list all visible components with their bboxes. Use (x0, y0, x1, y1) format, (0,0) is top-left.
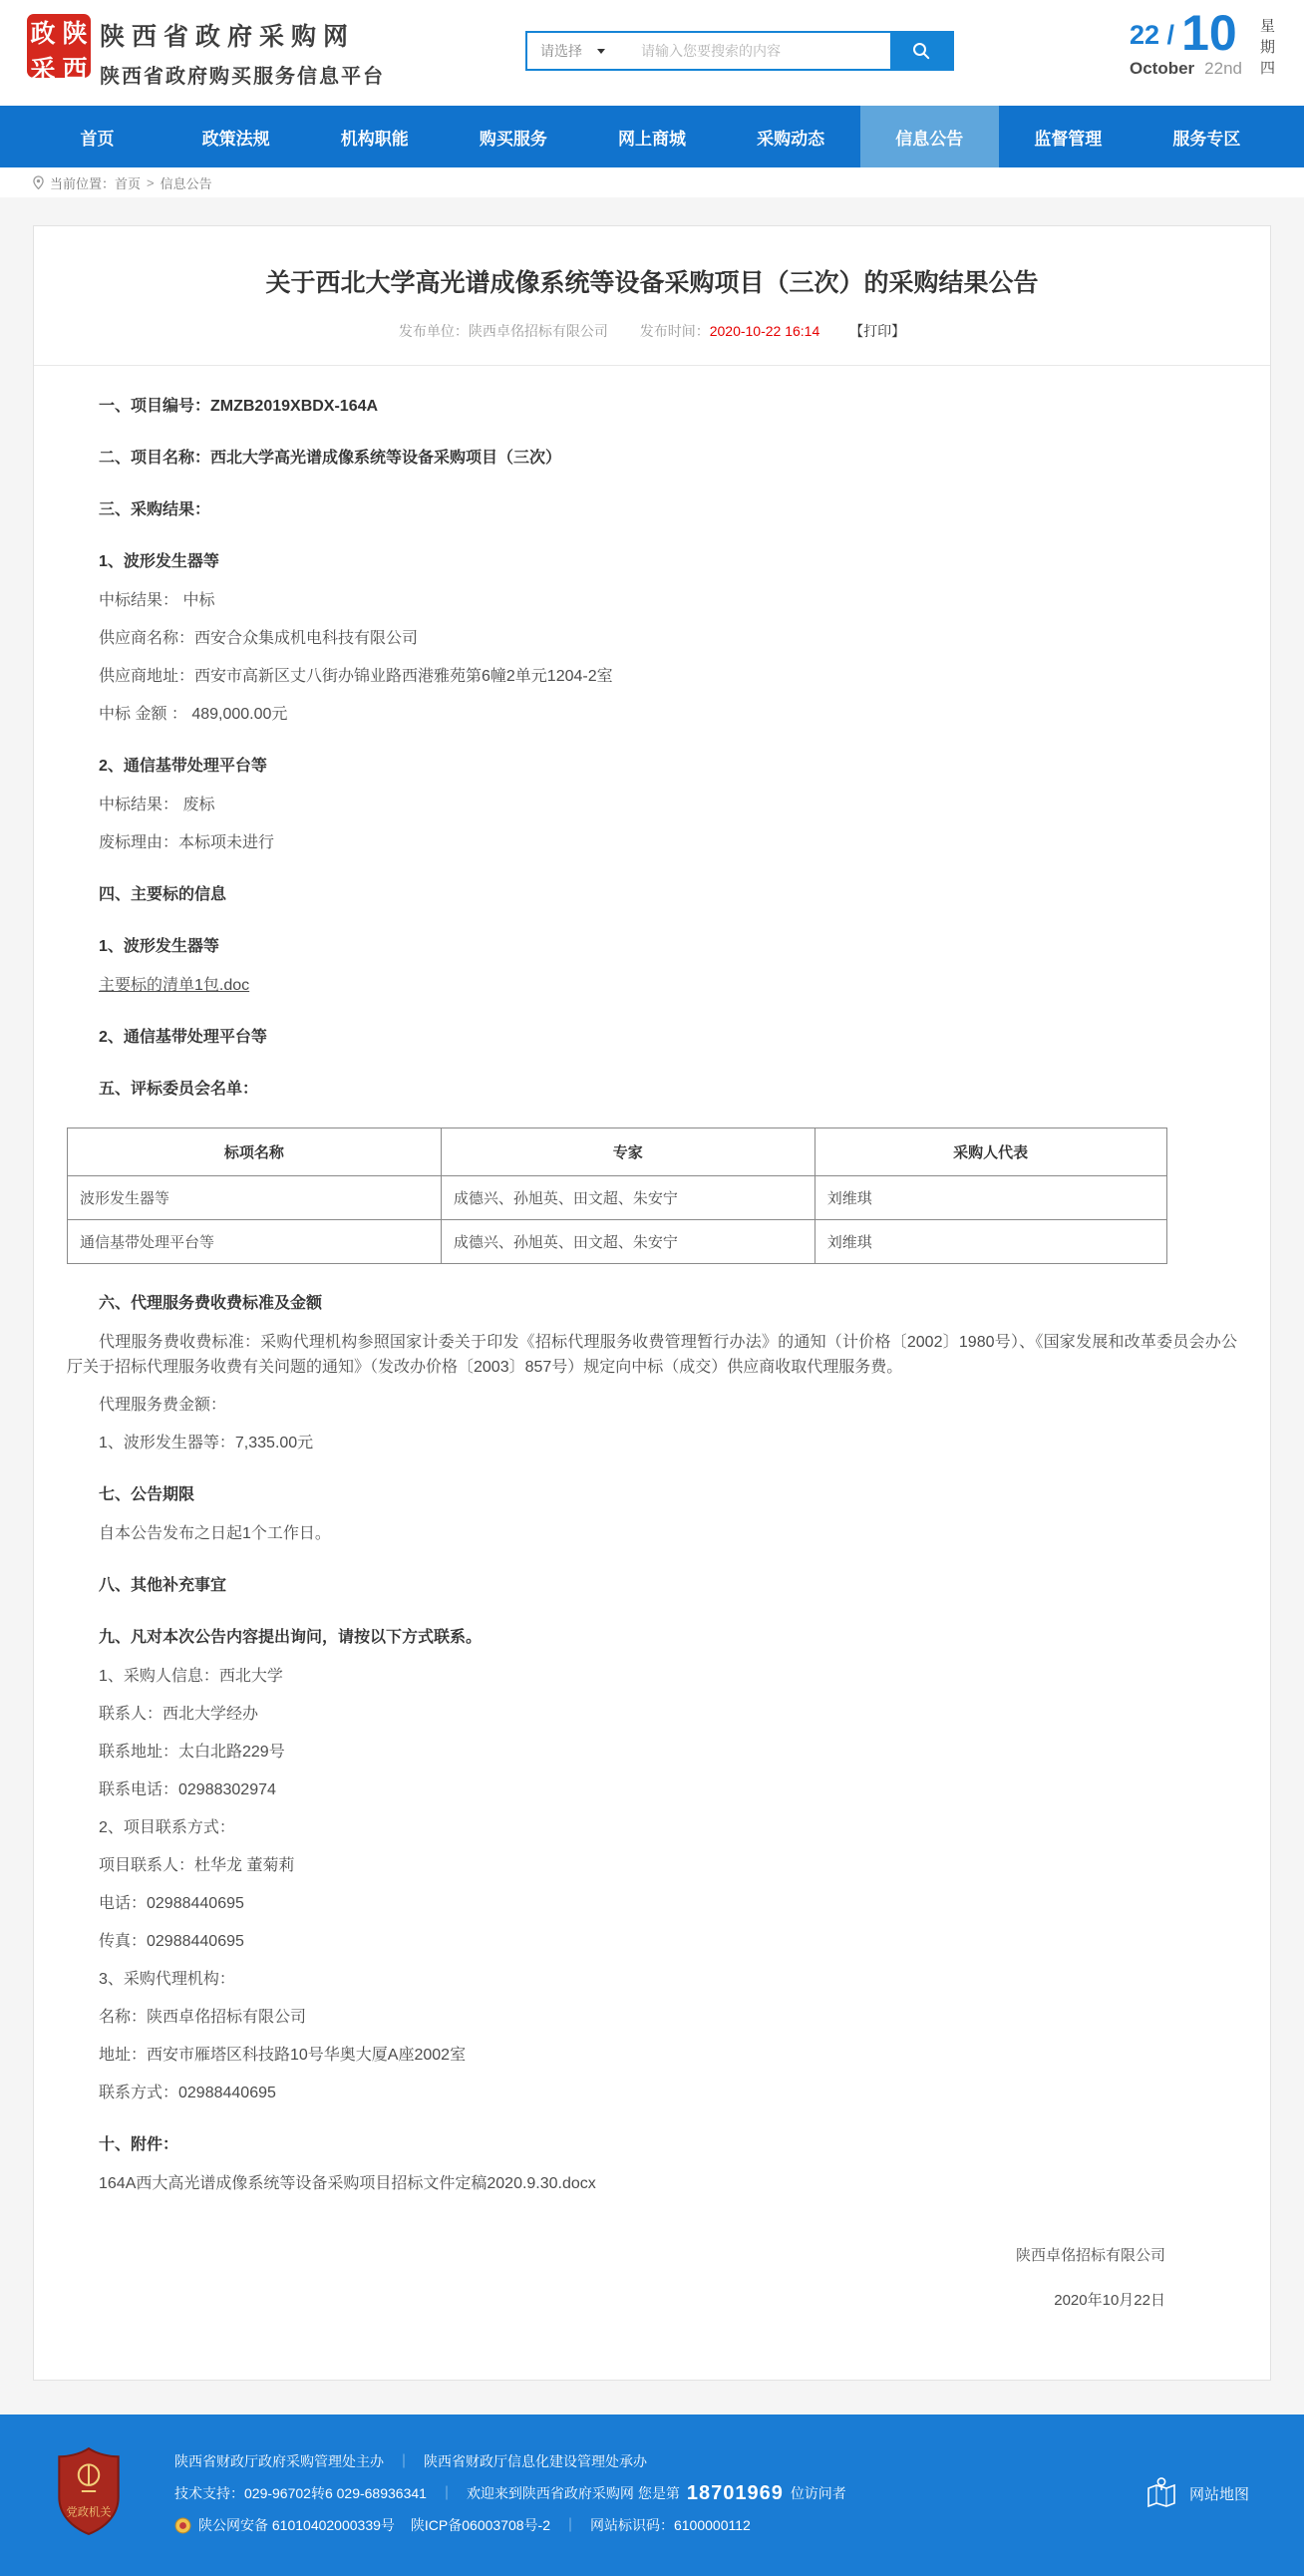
section-heading: 七、公告期限 (99, 1486, 195, 1503)
section-heading: 一、项目编号：ZMZB2019XBDX-164A (99, 398, 379, 415)
nav-item-supervision[interactable]: 监督管理 (1034, 129, 1103, 149)
table-cell: 波形发生器等 (68, 1176, 442, 1220)
body-line: 联系电话：02988302974 (99, 1781, 276, 1798)
footer-welcome-prefix: 欢迎来到陕西省政府采购网 您是第 (466, 2485, 680, 2501)
chevron-down-icon (597, 49, 605, 54)
section-heading: 五、评标委员会名单： (99, 1081, 259, 1098)
nav-item-functions[interactable]: 机构职能 (340, 129, 409, 149)
section-heading: 三、采购结果： (99, 501, 211, 518)
search-button[interactable] (890, 33, 952, 69)
signature-block (67, 2244, 1237, 2310)
sitemap-link[interactable] (1143, 2475, 1249, 2511)
body-line: 电话：02988440695 (99, 1895, 244, 1912)
table-cell: 通信基带处理平台等 (68, 1220, 442, 1264)
footer-organizer: 陕西省财政厅政府采购管理处主办 (174, 2453, 384, 2469)
footer-welcome-suffix: 位访问者 (790, 2485, 846, 2501)
section-heading: 十、附件： (99, 2136, 179, 2153)
search-icon (911, 41, 931, 61)
table-cell: 成德兴、孙旭英、田文超、朱安宁 (441, 1220, 815, 1264)
section-heading: 1、波形发生器等 (99, 553, 219, 570)
body-line: 1、采购人信息：西北大学 (99, 1668, 283, 1685)
committee-table-head-row (68, 1128, 1167, 1176)
site-title: 陕西省政府采购网 (100, 23, 356, 51)
body-line: 中标结果： 中标 (99, 592, 215, 609)
logo-char: 采 (30, 56, 56, 84)
breadcrumb-prefix: 当前位置： (50, 175, 116, 191)
section-heading: 八、其他补充事宜 (99, 1577, 227, 1594)
body-line: 中标结果： 废标 (99, 797, 215, 813)
footer-co-organizer: 陕西省财政厅信息化建设管理处承办 (424, 2453, 647, 2469)
body-line: 传真：02988440695 (99, 1933, 244, 1950)
nav-item-info-announcement[interactable]: 信息公告 (860, 106, 999, 167)
site-footer (0, 2415, 1304, 2576)
content-after-table (67, 1291, 1237, 2196)
article-meta (67, 321, 1237, 341)
table-header: 专家 (441, 1128, 815, 1176)
footer-site-code: 网站标识码：6100000112 (589, 2517, 751, 2533)
location-pin-icon (33, 175, 44, 189)
section-heading: 1、波形发生器等 (99, 938, 219, 955)
main-content-area (0, 197, 1304, 2415)
section-heading: 2、通信基带处理平台等 (99, 758, 267, 775)
body-line: 1、波形发生器等：7,335.00元 (99, 1435, 314, 1451)
table-header: 采购人代表 (815, 1128, 1166, 1176)
section-heading: 二、项目名称：西北大学高光谱成像系统等设备采购项目（三次） (99, 450, 562, 467)
body-line: 供应商地址：西安市高新区丈八街办锦业路西港雅苑第6幢2单元1204-2室 (99, 668, 613, 685)
body-line: 联系地址：太白北路229号 (99, 1744, 285, 1761)
footer-text-block (174, 2440, 846, 2546)
date-day-ordinal: 22nd (1204, 58, 1242, 78)
body-line: 3、采购代理机构： (99, 1971, 235, 1988)
committee-table-body (68, 1176, 1167, 1264)
table-cell: 刘维琪 (815, 1220, 1166, 1264)
nav-item-home[interactable]: 首页 (80, 129, 115, 149)
section-heading: 四、主要标的信息 (99, 886, 227, 903)
date-month-name: October (1129, 58, 1195, 78)
body-line: 名称：陕西卓佲招标有限公司 (99, 2009, 307, 2026)
site-header (0, 0, 1304, 106)
table-cell: 成德兴、孙旭英、田文超、朱安宁 (441, 1176, 815, 1220)
logo-char: 西 (62, 56, 88, 84)
body-line: 联系人：西北大学经办 (99, 1706, 259, 1723)
logo-char: 政 (30, 20, 56, 48)
body-line: 代理服务费金额： (99, 1397, 227, 1414)
committee-table (67, 1127, 1167, 1264)
footer-tech-support: 技术支持：029-96702转6 029-68936341 (174, 2485, 427, 2501)
search-category-select[interactable] (527, 33, 631, 69)
search-input[interactable] (631, 33, 890, 69)
footer-police-record: 陕公网安备 61010402000339号 (198, 2517, 395, 2533)
body-line: 废标理由：本标项未进行 (99, 834, 275, 851)
content-before-table (67, 394, 1237, 1102)
footer-icp-record: 陕ICP备06003708号-2 (410, 2517, 550, 2533)
body-line: 自本公告发布之日起1个工作日。 (99, 1525, 331, 1542)
body-line: 供应商名称：西安合众集成机电科技有限公司 (99, 630, 419, 647)
site-logo (27, 14, 91, 84)
sitemap-icon (1143, 2475, 1179, 2511)
body-line: 2、项目联系方式： (99, 1819, 235, 1836)
body-line: 联系方式：02988440695 (99, 2085, 276, 2101)
section-heading: 六、代理服务费收费标准及金额 (99, 1295, 323, 1312)
table-row (68, 1176, 1167, 1220)
publish-time-value: 2020-10-22 16:14 (709, 323, 820, 339)
sitemap-label: 网站地图 (1188, 2485, 1249, 2503)
print-button[interactable]: 【打印】 (849, 323, 906, 339)
publish-time-label: 发布时间： (639, 323, 710, 339)
search-bar (525, 31, 954, 71)
main-nav (0, 106, 1304, 167)
site-subtitle: 陕西省政府购买服务信息平台 (100, 66, 385, 88)
doc-link[interactable]: 主要标的清单1包.doc (99, 977, 250, 994)
page-title: 关于西北大学高光谱成像系统等设备采购项目（三次）的采购结果公告 (265, 269, 1039, 297)
footer-separator: ｜ (397, 2453, 411, 2469)
nav-item-buy-service[interactable]: 购买服务 (479, 129, 547, 149)
signature-date: 2020年10月22日 (1054, 2292, 1165, 2309)
table-cell: 刘维琪 (815, 1176, 1166, 1220)
section-heading: 九、凡对本次公告内容提出询问，请按以下方式联系。 (99, 1629, 483, 1646)
body-line: 地址：西安市雁塔区科技路10号华奥大厦A座2002室 (99, 2047, 467, 2064)
section-heading: 2、通信基带处理平台等 (99, 1029, 267, 1046)
date-month: 10 (1181, 5, 1237, 61)
nav-item-service-zone[interactable]: 服务专区 (1172, 129, 1241, 149)
visitor-count: 18701969 (686, 2482, 784, 2504)
article-card (33, 225, 1271, 2381)
publisher-label: 发布单位： (398, 323, 469, 339)
footer-separator: ｜ (562, 2517, 577, 2533)
table-row (68, 1220, 1167, 1264)
government-shield-icon (55, 2446, 123, 2541)
breadcrumb-separator: > (147, 174, 155, 190)
logo-char: 陕 (62, 20, 88, 48)
nav-item-policy[interactable]: 政策法规 (201, 129, 270, 149)
brand-block (100, 17, 385, 89)
divider (34, 365, 1270, 366)
body-line: 项目联系人：杜华龙 董菊莉 (99, 1857, 295, 1874)
nav-item-procurement-news[interactable]: 采购动态 (757, 129, 825, 149)
breadcrumb-home-link[interactable]: 首页 (115, 175, 142, 191)
date-weekday: 星期四 (1260, 18, 1276, 77)
signature-company: 陕西卓佲招标有限公司 (1015, 2247, 1165, 2264)
publisher-value: 陕西卓佲招标有限公司 (468, 323, 608, 339)
search-select-label: 请选择 (540, 43, 582, 59)
nav-item-online-mall[interactable]: 网上商城 (617, 129, 686, 149)
body-line: 代理服务费收费标准：采购代理机构参照国家计委关于印发《招标代理服务收费管理暂行办法》的通知（计价格〔2002〕1980号）、《国家发展和改革委员会办公厅关于招标代理服务收费有关问题的通知》（发改办价格〔2003〕857号）规定向中标（成交）供应商收取代理服务费。 (67, 1334, 1237, 1376)
table-header: 标项名称 (68, 1128, 442, 1176)
footer-separator: ｜ (439, 2485, 454, 2501)
body-line: 中标 金额 ： 489,000.00元 (99, 706, 288, 723)
police-badge-icon (174, 2517, 191, 2534)
date-day: 22 / (1129, 19, 1175, 50)
breadcrumb-current: 信息公告 (160, 175, 212, 191)
footer-badge-label: 党政机关 (66, 2506, 112, 2519)
date-widget (1129, 5, 1278, 79)
attachment-link[interactable]: 164A西大高光谱成像系统等设备采购项目招标文件定稿2020.9.30.docx (99, 2175, 596, 2192)
breadcrumb (0, 167, 1304, 197)
